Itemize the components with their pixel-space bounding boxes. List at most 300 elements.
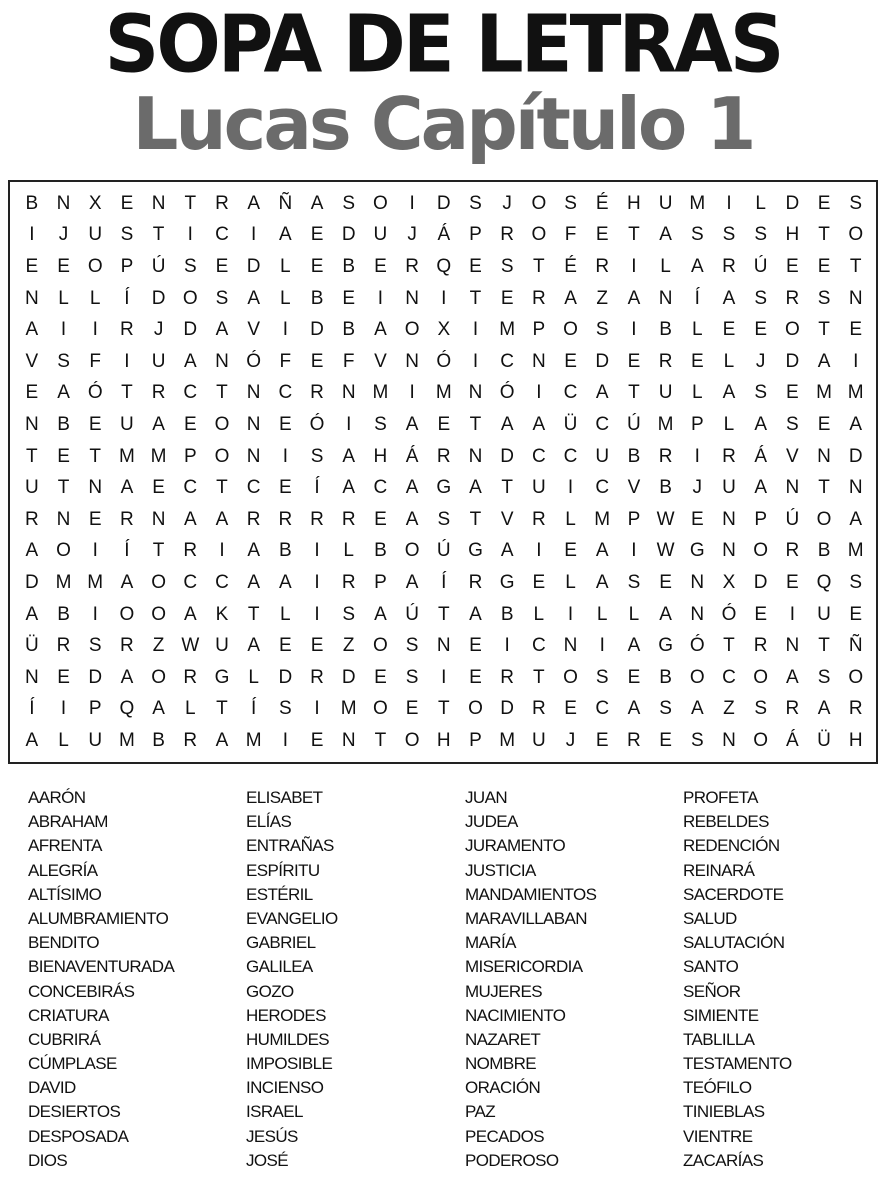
grid-letter[interactable]: R	[722, 445, 736, 467]
grid-letter[interactable]: A	[817, 698, 831, 720]
grid-letter[interactable]: P	[88, 698, 102, 720]
grid-letter[interactable]: A	[215, 729, 229, 751]
grid-letter[interactable]: N	[531, 350, 546, 372]
grid-letter[interactable]: V	[247, 319, 260, 341]
grid-letter[interactable]: A	[25, 540, 39, 562]
grid-letter[interactable]: T	[469, 508, 482, 530]
grid-letter[interactable]: D	[310, 319, 324, 341]
grid-letter[interactable]: E	[754, 603, 767, 625]
grid-letter[interactable]: A	[25, 729, 39, 751]
grid-letter[interactable]: S	[849, 571, 863, 593]
grid-letter[interactable]: U	[151, 350, 166, 372]
grid-letter[interactable]: O	[531, 224, 547, 246]
grid-letter[interactable]: Ó	[689, 635, 705, 657]
grid-letter[interactable]: P	[183, 445, 197, 467]
grid-letter[interactable]: A	[469, 603, 482, 625]
grid-letter[interactable]: I	[29, 224, 35, 246]
grid-letter[interactable]: A	[500, 413, 514, 435]
grid-letter[interactable]: A	[25, 319, 39, 341]
grid-letter[interactable]: E	[57, 255, 70, 277]
grid-letter[interactable]: O	[151, 603, 166, 625]
grid-letter[interactable]: E	[849, 319, 863, 341]
grid-letter[interactable]: A	[310, 192, 324, 214]
grid-letter[interactable]: S	[754, 382, 767, 404]
grid-letter[interactable]: Ó	[436, 350, 452, 372]
grid-letter[interactable]: O	[151, 571, 166, 593]
grid-letter[interactable]: U	[215, 635, 229, 657]
grid-letter[interactable]: P	[469, 224, 482, 246]
grid-letter[interactable]: I	[504, 635, 510, 657]
grid-letter[interactable]: N	[722, 540, 736, 562]
grid-letter[interactable]: R	[341, 508, 356, 530]
grid-letter[interactable]: D	[278, 666, 293, 688]
grid-letter[interactable]: O	[848, 224, 864, 246]
grid-letter[interactable]: J	[755, 350, 766, 372]
grid-letter[interactable]: H	[373, 445, 388, 467]
grid-letter[interactable]: E	[627, 350, 641, 372]
grid-letter[interactable]: D	[785, 350, 800, 372]
grid-letter[interactable]: P	[532, 319, 546, 341]
grid-letter[interactable]: T	[247, 603, 260, 625]
grid-letter[interactable]: R	[722, 255, 736, 277]
grid-letter[interactable]: M	[118, 729, 135, 751]
grid-letter[interactable]: I	[92, 319, 98, 341]
grid-letter[interactable]: F	[89, 350, 102, 372]
grid-letter[interactable]: O	[214, 445, 230, 467]
grid-letter[interactable]: E	[849, 603, 863, 625]
grid-letter[interactable]: F	[342, 350, 355, 372]
grid-letter[interactable]: F	[564, 224, 577, 246]
grid-letter[interactable]: S	[215, 287, 229, 309]
grid-letter[interactable]: I	[789, 603, 795, 625]
grid-letter[interactable]: T	[437, 698, 450, 720]
grid-letter[interactable]: E	[564, 698, 577, 720]
grid-letter[interactable]: T	[501, 477, 513, 499]
grid-letter[interactable]: R	[658, 445, 673, 467]
grid-letter[interactable]: R	[183, 729, 198, 751]
grid-letter[interactable]: O	[56, 540, 71, 562]
grid-letter[interactable]: I	[631, 255, 637, 277]
grid-letter[interactable]: M	[499, 729, 516, 751]
grid-letter[interactable]: I	[251, 224, 257, 246]
grid-letter[interactable]: I	[536, 382, 542, 404]
grid-letter[interactable]: N	[722, 729, 736, 751]
grid-letter[interactable]: I	[124, 350, 130, 372]
grid-letter[interactable]: N	[722, 508, 736, 530]
grid-letter[interactable]: B	[342, 255, 356, 277]
grid-letter[interactable]: X	[437, 319, 451, 341]
grid-letter[interactable]: E	[690, 508, 704, 530]
grid-letter[interactable]: E	[786, 571, 799, 593]
grid-letter[interactable]: L	[565, 508, 576, 530]
grid-letter[interactable]: R	[436, 445, 451, 467]
grid-letter[interactable]: S	[754, 698, 767, 720]
grid-letter[interactable]: L	[533, 603, 545, 625]
grid-letter[interactable]: O	[151, 666, 166, 688]
grid-letter[interactable]: R	[785, 287, 800, 309]
grid-letter[interactable]: O	[373, 635, 388, 657]
grid-letter[interactable]: E	[25, 255, 39, 277]
grid-letter[interactable]: I	[219, 540, 225, 562]
grid-letter[interactable]: L	[755, 192, 766, 214]
grid-letter[interactable]: S	[722, 224, 736, 246]
grid-letter[interactable]: C	[531, 445, 546, 467]
grid-letter[interactable]: R	[341, 571, 356, 593]
grid-letter[interactable]: H	[627, 192, 641, 214]
grid-letter[interactable]: V	[627, 477, 641, 499]
grid-letter[interactable]: N	[563, 635, 578, 657]
grid-letter[interactable]: R	[405, 255, 419, 277]
grid-letter[interactable]: A	[532, 413, 546, 435]
grid-letter[interactable]: I	[409, 192, 415, 214]
grid-letter[interactable]: N	[151, 508, 166, 530]
grid-letter[interactable]: B	[57, 413, 70, 435]
grid-letter[interactable]: S	[786, 413, 799, 435]
grid-letter[interactable]: É	[564, 255, 577, 277]
grid-letter[interactable]: I	[346, 413, 352, 435]
grid-letter[interactable]: E	[817, 192, 831, 214]
grid-letter[interactable]: L	[723, 413, 735, 435]
grid-letter[interactable]: S	[754, 287, 767, 309]
grid-letter[interactable]: B	[152, 729, 165, 751]
grid-letter[interactable]: A	[279, 224, 292, 246]
grid-letter[interactable]: Á	[437, 224, 451, 246]
grid-letter[interactable]: A	[120, 477, 134, 499]
grid-letter[interactable]: S	[817, 666, 831, 688]
grid-letter[interactable]: L	[691, 319, 703, 341]
grid-letter[interactable]: I	[441, 666, 447, 688]
grid-letter[interactable]: R	[785, 698, 800, 720]
grid-letter[interactable]: E	[183, 413, 197, 435]
grid-letter[interactable]: S	[627, 571, 641, 593]
grid-letter[interactable]: O	[214, 413, 230, 435]
grid-letter[interactable]: V	[374, 350, 387, 372]
grid-letter[interactable]: I	[187, 224, 193, 246]
grid-letter[interactable]: M	[372, 382, 389, 404]
grid-letter[interactable]: B	[659, 319, 672, 341]
grid-letter[interactable]: T	[89, 445, 102, 467]
grid-letter[interactable]: P	[120, 255, 134, 277]
grid-letter[interactable]: R	[595, 255, 610, 277]
grid-letter[interactable]: P	[627, 508, 641, 530]
grid-letter[interactable]: R	[658, 350, 673, 372]
grid-letter[interactable]: J	[692, 477, 703, 499]
grid-letter[interactable]: U	[120, 413, 134, 435]
grid-letter[interactable]: E	[564, 540, 577, 562]
grid-letter[interactable]: A	[595, 571, 609, 593]
grid-letter[interactable]: A	[595, 382, 609, 404]
grid-letter[interactable]: R	[215, 192, 229, 214]
grid-letter[interactable]: F	[279, 350, 292, 372]
grid-letter[interactable]: E	[310, 635, 324, 657]
grid-letter[interactable]: M	[340, 698, 357, 720]
grid-letter[interactable]: B	[817, 540, 831, 562]
grid-letter[interactable]: Ü	[563, 413, 578, 435]
grid-letter[interactable]: N	[405, 350, 419, 372]
grid-letter[interactable]: D	[151, 287, 166, 309]
grid-letter[interactable]: É	[595, 192, 609, 214]
grid-letter[interactable]: O	[87, 255, 103, 277]
grid-letter[interactable]: S	[690, 224, 704, 246]
grid-letter[interactable]: A	[152, 698, 165, 720]
grid-letter[interactable]: R	[246, 508, 261, 530]
grid-letter[interactable]: Q	[119, 698, 135, 720]
grid-letter[interactable]: C	[183, 571, 198, 593]
grid-letter[interactable]: N	[817, 445, 831, 467]
grid-letter[interactable]: T	[628, 224, 640, 246]
grid-letter[interactable]: A	[183, 508, 197, 530]
grid-letter[interactable]: U	[658, 192, 673, 214]
grid-letter[interactable]: R	[151, 382, 166, 404]
grid-letter[interactable]: G	[658, 635, 673, 657]
grid-letter[interactable]: Í	[124, 287, 130, 309]
grid-letter[interactable]: S	[754, 224, 767, 246]
grid-letter[interactable]: T	[533, 666, 545, 688]
grid-letter[interactable]: A	[342, 477, 356, 499]
grid-letter[interactable]: R	[120, 635, 134, 657]
grid-letter[interactable]: I	[536, 540, 542, 562]
grid-letter[interactable]: O	[404, 319, 420, 341]
grid-letter[interactable]: G	[214, 666, 230, 688]
grid-letter[interactable]: O	[689, 666, 705, 688]
grid-letter[interactable]: O	[848, 666, 864, 688]
grid-letter[interactable]: M	[150, 445, 167, 467]
grid-letter[interactable]: Q	[436, 255, 452, 277]
grid-letter[interactable]: C	[183, 382, 198, 404]
grid-letter[interactable]: R	[183, 540, 198, 562]
grid-letter[interactable]: D	[24, 571, 39, 593]
grid-letter[interactable]: H	[785, 224, 800, 246]
grid-letter[interactable]: T	[849, 255, 862, 277]
grid-letter[interactable]: Ó	[87, 382, 103, 404]
grid-letter[interactable]: E	[279, 635, 292, 657]
grid-letter[interactable]: Ó	[309, 413, 325, 435]
grid-letter[interactable]: V	[786, 445, 799, 467]
grid-letter[interactable]: T	[437, 603, 450, 625]
grid-letter[interactable]: J	[502, 192, 512, 214]
grid-letter[interactable]: Í	[124, 540, 130, 562]
grid-letter[interactable]: R	[56, 635, 71, 657]
grid-letter[interactable]: C	[595, 698, 610, 720]
grid-letter[interactable]: M	[847, 540, 864, 562]
grid-letter[interactable]: L	[58, 287, 69, 309]
grid-letter[interactable]: U	[24, 477, 39, 499]
grid-letter[interactable]: I	[314, 603, 320, 625]
grid-letter[interactable]: C	[563, 445, 578, 467]
grid-letter[interactable]: N	[246, 413, 261, 435]
grid-letter[interactable]: Z	[723, 698, 735, 720]
grid-letter[interactable]: N	[56, 508, 71, 530]
grid-letter[interactable]: N	[88, 477, 103, 499]
grid-letter[interactable]: E	[754, 319, 767, 341]
grid-letter[interactable]: M	[435, 382, 452, 404]
grid-letter[interactable]: S	[374, 413, 387, 435]
grid-letter[interactable]: E	[342, 287, 356, 309]
grid-letter[interactable]: S	[817, 287, 831, 309]
grid-letter[interactable]: S	[405, 666, 419, 688]
grid-letter[interactable]: C	[563, 382, 578, 404]
grid-letter[interactable]: N	[658, 287, 673, 309]
grid-letter[interactable]: D	[183, 319, 198, 341]
grid-letter[interactable]: Ü	[24, 635, 39, 657]
grid-letter[interactable]: B	[25, 192, 39, 214]
grid-letter[interactable]: N	[24, 666, 39, 688]
grid-letter[interactable]: M	[816, 382, 832, 404]
grid-letter[interactable]: T	[818, 224, 830, 246]
grid-letter[interactable]: C	[246, 477, 261, 499]
grid-letter[interactable]: N	[246, 445, 261, 467]
grid-letter[interactable]: R	[785, 540, 800, 562]
grid-letter[interactable]: T	[374, 729, 387, 751]
grid-letter[interactable]: N	[468, 445, 483, 467]
grid-letter[interactable]: S	[500, 255, 514, 277]
grid-letter[interactable]: N	[341, 729, 356, 751]
grid-letter[interactable]: Í	[441, 571, 447, 593]
grid-letter[interactable]: A	[722, 382, 736, 404]
grid-letter[interactable]: I	[314, 540, 320, 562]
grid-letter[interactable]: N	[56, 192, 71, 214]
grid-letter[interactable]: A	[405, 571, 419, 593]
grid-letter[interactable]: L	[596, 603, 608, 625]
grid-letter[interactable]: N	[151, 192, 166, 214]
grid-letter[interactable]: A	[247, 192, 260, 214]
grid-letter[interactable]: A	[247, 287, 260, 309]
grid-letter[interactable]: D	[246, 255, 261, 277]
grid-letter[interactable]: O	[563, 319, 578, 341]
grid-letter[interactable]: E	[310, 729, 324, 751]
grid-letter[interactable]: E	[437, 413, 451, 435]
grid-letter[interactable]: X	[722, 571, 736, 593]
grid-letter[interactable]: T	[469, 413, 482, 435]
grid-letter[interactable]: A	[659, 603, 672, 625]
grid-letter[interactable]: E	[817, 255, 831, 277]
grid-letter[interactable]: Ó	[246, 350, 262, 372]
grid-letter[interactable]: O	[753, 540, 769, 562]
grid-letter[interactable]: A	[817, 350, 831, 372]
grid-letter[interactable]: N	[848, 287, 863, 309]
grid-letter[interactable]: T	[723, 635, 735, 657]
grid-letter[interactable]: C	[595, 413, 610, 435]
grid-letter[interactable]: P	[690, 413, 704, 435]
grid-letter[interactable]: G	[689, 540, 705, 562]
grid-letter[interactable]: D	[500, 445, 515, 467]
grid-letter[interactable]: M	[657, 413, 674, 435]
grid-letter[interactable]: O	[563, 666, 578, 688]
grid-letter[interactable]: U	[88, 224, 103, 246]
grid-letter[interactable]: A	[25, 603, 39, 625]
grid-letter[interactable]: Ü	[817, 729, 831, 751]
grid-letter[interactable]: S	[469, 192, 482, 214]
grid-letter[interactable]: L	[343, 540, 354, 562]
grid-letter[interactable]: E	[469, 635, 482, 657]
grid-letter[interactable]: R	[531, 508, 546, 530]
grid-letter[interactable]: I	[314, 571, 320, 593]
grid-letter[interactable]: J	[58, 224, 69, 246]
grid-letter[interactable]: O	[531, 192, 547, 214]
grid-letter[interactable]: B	[374, 540, 387, 562]
grid-letter[interactable]: R	[24, 508, 39, 530]
grid-letter[interactable]: Ó	[721, 603, 737, 625]
grid-letter[interactable]: L	[89, 287, 101, 309]
grid-letter[interactable]: T	[818, 319, 830, 341]
grid-letter[interactable]: I	[409, 382, 415, 404]
grid-letter[interactable]: Z	[596, 287, 609, 309]
grid-letter[interactable]: D	[88, 666, 103, 688]
grid-letter[interactable]: T	[57, 477, 70, 499]
grid-letter[interactable]: Í	[29, 698, 35, 720]
grid-letter[interactable]: A	[690, 698, 704, 720]
grid-letter[interactable]: N	[341, 382, 356, 404]
grid-letter[interactable]: S	[595, 666, 609, 688]
grid-letter[interactable]: D	[595, 350, 610, 372]
grid-letter[interactable]: G	[468, 540, 483, 562]
grid-letter[interactable]: A	[183, 603, 197, 625]
grid-letter[interactable]: U	[373, 224, 388, 246]
grid-letter[interactable]: M	[499, 319, 516, 341]
grid-letter[interactable]: A	[247, 635, 260, 657]
grid-letter[interactable]: Ú	[785, 508, 800, 530]
grid-letter[interactable]: Ú	[436, 540, 451, 562]
grid-letter[interactable]: E	[88, 508, 102, 530]
grid-letter[interactable]: I	[314, 698, 320, 720]
grid-letter[interactable]: E	[469, 666, 482, 688]
grid-letter[interactable]: Ú	[151, 255, 166, 277]
grid-letter[interactable]: R	[753, 635, 768, 657]
grid-letter[interactable]: R	[500, 666, 515, 688]
grid-letter[interactable]: P	[754, 508, 767, 530]
grid-letter[interactable]: I	[92, 540, 98, 562]
grid-letter[interactable]: A	[754, 477, 767, 499]
grid-letter[interactable]: H	[848, 729, 863, 751]
grid-letter[interactable]: A	[215, 319, 229, 341]
grid-letter[interactable]: L	[565, 571, 576, 593]
grid-letter[interactable]: T	[469, 287, 482, 309]
grid-letter[interactable]: L	[723, 350, 735, 372]
grid-letter[interactable]: A	[120, 666, 134, 688]
grid-letter[interactable]: H	[436, 729, 451, 751]
grid-letter[interactable]: T	[121, 382, 133, 404]
grid-letter[interactable]: E	[595, 729, 609, 751]
grid-letter[interactable]: A	[849, 413, 863, 435]
grid-letter[interactable]: D	[341, 224, 356, 246]
grid-letter[interactable]: O	[373, 698, 388, 720]
grid-letter[interactable]: E	[374, 508, 387, 530]
grid-letter[interactable]: V	[500, 508, 514, 530]
grid-letter[interactable]: E	[532, 571, 546, 593]
grid-letter[interactable]: N	[690, 603, 705, 625]
grid-letter[interactable]: Ú	[753, 255, 768, 277]
grid-letter[interactable]: S	[849, 192, 863, 214]
grid-letter[interactable]: I	[726, 192, 732, 214]
grid-letter[interactable]: I	[472, 319, 479, 341]
grid-letter[interactable]: R	[531, 287, 546, 309]
grid-letter[interactable]: T	[216, 698, 228, 720]
grid-letter[interactable]: S	[57, 350, 70, 372]
grid-letter[interactable]: Ñ	[848, 635, 863, 657]
grid-letter[interactable]: D	[785, 192, 800, 214]
grid-letter[interactable]: C	[215, 571, 229, 593]
grid-letter[interactable]: I	[599, 635, 605, 657]
grid-letter[interactable]: A	[564, 287, 577, 309]
grid-letter[interactable]: T	[184, 192, 197, 214]
grid-letter[interactable]: C	[183, 477, 198, 499]
grid-letter[interactable]: S	[279, 698, 292, 720]
grid-letter[interactable]: B	[310, 287, 324, 309]
grid-letter[interactable]: E	[310, 224, 324, 246]
grid-letter[interactable]: E	[469, 255, 482, 277]
grid-letter[interactable]: D	[848, 445, 863, 467]
grid-letter[interactable]: N	[468, 382, 483, 404]
